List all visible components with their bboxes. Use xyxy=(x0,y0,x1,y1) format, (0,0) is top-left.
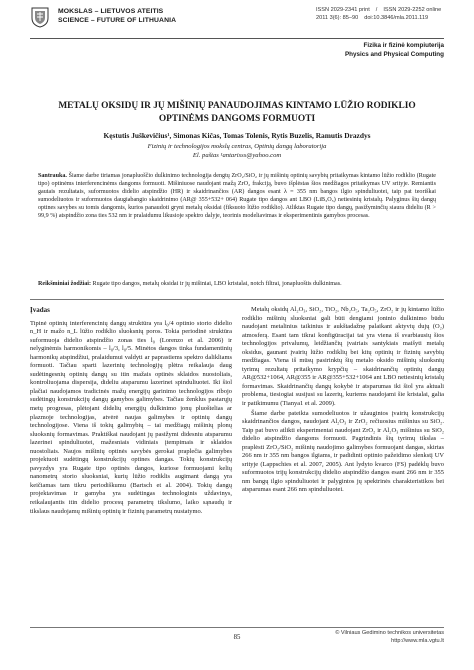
abstract-text: Šiame darbe tiriamas jonapluoščio dulkinimo technologija dengtų ZrO₂/SiO₂ ir jų mišinių optinių savybių pritaikymas kintamo lūžio rodiklio (Rugate tipo) optinėms interferencinėms dangoms formuoti. Mišiniuose naudojant mažą ZrO₂ frakciją, buvo išplėstas šios medžiagos pritaikymas UV srityje. Remiantis gautais rezultatais, suformuotos didelio atspindžio (HR) ir skaidrinančios (AR) dangos esant λ = 355 nm bangos ilgio spinduliuotei, taip pat teoriškai sumodeliuotos ir suformuotos daugiabangio skaidrinimo (AR@ 355+532+ 064) Rugate tipo dangos ant LBO (LiB₃O₅) netiesinių kristalų. Palyginus šių dangų optines savybes su tomis dangomis, kurios panaudoti gryni metalų oksidai (fiksuoto lūžio rodiklio). Atliktas Rugate tipo dangų, pasižyminčių siaura dideliu (R > 99,9 %) atspindžio zona ties 532 nm ir pralaidumu likusioje spektro dalyje, teorinis modeliavimas ir eksperimentinis gamybos procesas. xyxy=(38,173,436,220)
paragraph: Šiame darbe pateikta sumodeliuotos ir užaugintos įvairių konstrukcijų skaidrinančios dangos, naudojant Al₂O₃ ir ZrO₂ rečiuosius mišinius su SiO₂. Taip pat buvo atlikti eksperimentai naudojant ZrO₂ ir Al₂O₃ mišinius su SiO₂ didelio atspindžio dangoms formuoti. Pagrindinis šių tyrimų tikslas – praplėsti ZrO₂/SiO₂ mišinių naudojimo galimybes formuojant dangas, skirtas 266 nm ir 355 nm bangos ilgiams, ir padidinti optinio pažeidimo slenkstį UV srityje (Lappschies et al. 2007, 2005). Ant lydyto kvarco (FS) padėklų buvo suformuotos trijų konstrukcijų didelio atspindžio dangos esant 266 nm ir 355 nm bangų ilgio spinduliuotei ir palygintos jų spektrinės charakteristikos bei atsparumas esant 266 nm spinduliuotei. xyxy=(242,409,444,494)
keywords xyxy=(38,280,436,288)
copyright-block xyxy=(335,630,444,645)
author-email: El. paštas ¹antarisss@yahoo.com xyxy=(192,151,282,159)
doi: doi:10.3846/mla.2011.119 xyxy=(364,15,429,22)
paragraph: Tipinė optinių interferencinių dangų struktūra yra l₀/4 optinio storio didelio n_H ir mažo n_L lūžio rodiklio sluoksnių poros. Tokia periodinė struktūra suformuoja didelio atspindžio zonas ties l₀ (Lorenzo et al. 2006) ir nelyginėmis harmonikomis – l₀/3, l₀/5. Minėtos dangos tinka fundamentinių harmonikų atspindžiui, pralaidumui valdyti ar paprastiems spektro dalikliams formuoti. Tačiau sparti lazerinių technologijų plėtra reikalauja daug sudėtingesnių optinių dangų su itin mažais optinės sklaidos nuostoliais, kontroliuojama dispersija, dideliu atsparumu lazerinei spinduliuotei. Iki šiol plačiai naudojamos tradicinės mažų energijų garinimo technologijos ribojo sudėtingų konstrukcijų dangų gamybos galimybes. Tačiau ženklus pastarųjų metų progresas, plėtojant didelių energijų dulkinimo jonų pluoštelias ar plazmoje technologijas, atvėrė naujas galimybes ir optinių dangų technologijose. Viena iš tokių galimybių – tai medžiagų mišinių plonų sluoksnių formavimas. Praktiškai naudojant jų pasižymi didesniu atsparumu lazerinei spinduliuotei, mažesniais vidiniais įtempimais ir sklaidos nuostoliais. Naujos mišinių optinės savybės gerokai praplečia galimybes projektuoti sudėtingų konstrukcijų optines dangas. Tokių konstrukcijų pavyzdys yra Rugate tipo optinės dangos, kuriose formuojami kelių nanometrų storio sluoksniai, kurių lūžio rodiklis augimant dangą yra keičiamas tam tikru periodiškumu (Bartsch et al. 2004). Tokių dangų projektavimas ir gamyba yra sudėtingas technologinis uždavinys, reikalaujantis itin didelio procesų parametrų tikslumo, laiko sąnaudų ir tikslaus naudojamų mišinių optinių ir fizinių parametrų nustatymo. xyxy=(30,319,232,515)
journal-name-en: SCIENCE – FUTURE OF LITHUANIA xyxy=(58,17,177,24)
copyright-text: © Vilniaus Gedimino technikos universitetas xyxy=(335,630,444,636)
footer-divider xyxy=(30,627,444,628)
body-column-left xyxy=(30,306,232,517)
article-title xyxy=(40,100,434,125)
abstract xyxy=(38,172,436,221)
issn-print: ISSN 2029-2341 print xyxy=(316,7,370,13)
section-name-lt: Fizika ir fizinė kompiuterija xyxy=(363,42,444,49)
keywords-text: Rugate tipo dangos, metalų oksidai ir jų mišiniai, LBO kristalai, notch filtrai, jonapluoštis dulkinimas. xyxy=(92,281,342,287)
author-list: Kęstutis Juškevičius¹, Simonas Kičas, Tomas Tolenis, Rytis Buzelis, Ramutis Drazdys xyxy=(103,131,371,140)
university-seal-icon xyxy=(30,6,50,28)
issn-block xyxy=(316,6,441,23)
body-column-right xyxy=(242,306,444,496)
page-number: 85 xyxy=(233,634,241,641)
keywords-label: Reikšminiai žodžiai: xyxy=(38,281,91,287)
affiliation: Fizinių ir technologijos mokslų centras, Optinių dangų laboratorija xyxy=(147,143,327,150)
journal-name xyxy=(58,7,176,25)
website-link[interactable]: http://www.mla.vgtu.lt xyxy=(391,637,444,644)
volume-info: 2011 3(6): 85–90 xyxy=(316,15,359,22)
abstract-label: Santrauka. xyxy=(38,173,67,179)
journal-section xyxy=(345,42,444,59)
section-name-en: Physics and Physical Computing xyxy=(344,50,444,58)
section-heading: Įvadas xyxy=(30,306,50,314)
paragraph: Metalų oksidų Al₂O₃, SiO₂, TiO₂, Nb₂O₅, Ta₂O₅, ZrO₂ ir jų kintamo lūžio rodiklio mišinių sluoksniai gali būti dengiami joninio dulkinimo būdu naudojant metalinius taikinius ir aukštadažnę palaikant aktyvių dujų (O₂) atmosferą. Esant tam tikrai konfigūracijai tai yra viena iš svarbiausių šios technologijos privalumų, leidžiančių įvairiais santykiais maišyti metalų oksidus, gaunant įvairių lūžio rodiklių bei kitų optinių ir fizinių savybių medžiagas. Viena iš mūsų pasirinktų šių metalo oksido mišinių sluoksnių tyrimų rezultatų pritaikymo krypčių – skaidrinančių optinių dangų AR@532+1064, AR@355 ir AR@355+532+1064 ant LBO netiesinių kristalų formavimas. Skaidrinančių dangų kokybė ir atsparumas iki šiol yra aktuali problema, tiesiogiai susijusi su lazerių, kuriems naudojami šie kristalai, galia ir patikimumu (Tianya1 et al. 2009). xyxy=(242,306,444,408)
abstract-divider xyxy=(30,299,444,300)
issn-separator: / xyxy=(375,7,378,13)
article-title-line1: METALŲ OKSIDŲ IR JŲ MIŠINIŲ PANAUDOJIMAS KINTAMO LŪŽIO RODIKLIO xyxy=(58,101,416,111)
issn-online: ISSN 2029-2252 online xyxy=(383,7,442,13)
affiliation-block xyxy=(30,143,444,160)
header-divider xyxy=(30,38,444,39)
journal-name-lt: MOKSLAS – LIETUVOS ATEITIS xyxy=(58,8,164,15)
article-title-line2: OPTINĖMS DANGOMS FORMUOTI xyxy=(158,113,316,124)
